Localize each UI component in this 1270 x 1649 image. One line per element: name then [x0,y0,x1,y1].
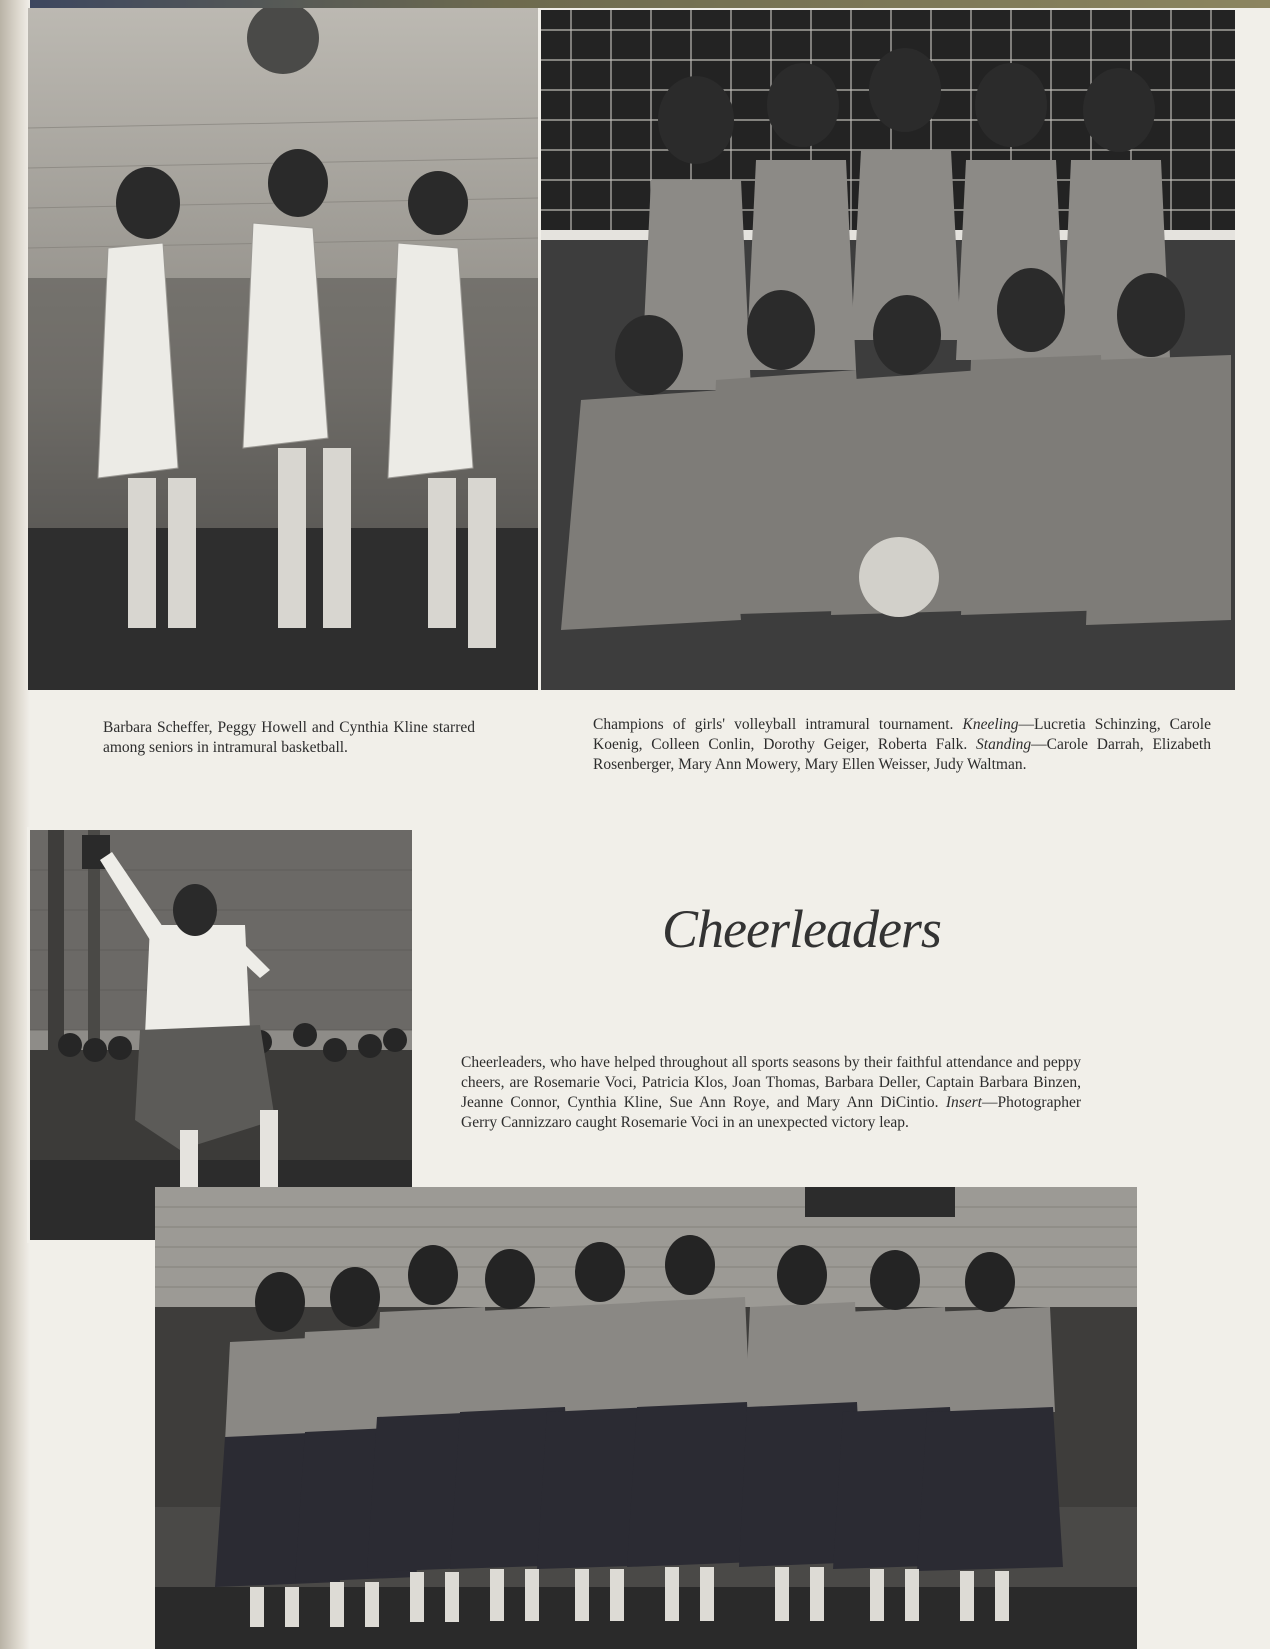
basketball-photo [28,8,538,690]
cheerleaders-insert-label: Insert [945,1094,982,1111]
page-binding-edge [0,0,30,1649]
volleyball-kneeling-names: —Lucretia Schinzing, Carole Koenig, Colleen Conlin, Dorothy Geiger, Roberta Falk. [593,716,1211,753]
cheerleaders-insert-text: —Photographer Gerry Cannizzaro caught Rosemarie Voci in an unexpected victory leap. [461,1094,1081,1131]
volleyball-standing-label: Standing [976,736,1032,753]
cheerleader-leap-photo [30,830,412,1240]
cheerleaders-caption [461,1053,1081,1133]
volleyball-team-photo [541,10,1235,690]
page-top-edge [0,0,1270,8]
volleyball-kneeling-label: Kneeling [962,716,1019,733]
volleyball-caption-intro: Champions of girls' volleyball intramural tournament. [593,716,954,733]
section-title: Cheerleaders [662,899,941,959]
basketball-caption: Barbara Scheffer, Peggy Howell and Cynthia Kline starred among seniors in intramural basketball. [103,719,475,756]
volleyball-caption [593,715,1211,775]
cheerleaders-caption-main: Cheerleaders, who have helped throughout all sports seasons by their faithful attendance and peppy cheers, are Rosemarie Voci, Patricia Klos, Joan Thomas, Barbara Deller, Captain Barbara Binzen, Jeanne Connor, Cynthia Kline, Sue Ann Roye, and Mary Ann DiCintio. [461,1054,1081,1111]
cheerleaders-group-photo [155,1187,1137,1649]
volleyball-standing-names: —Carole Darrah, Elizabeth Rosenberger, Mary Ann Mowery, Mary Ellen Weisser, Judy Waltman. [593,736,1211,773]
